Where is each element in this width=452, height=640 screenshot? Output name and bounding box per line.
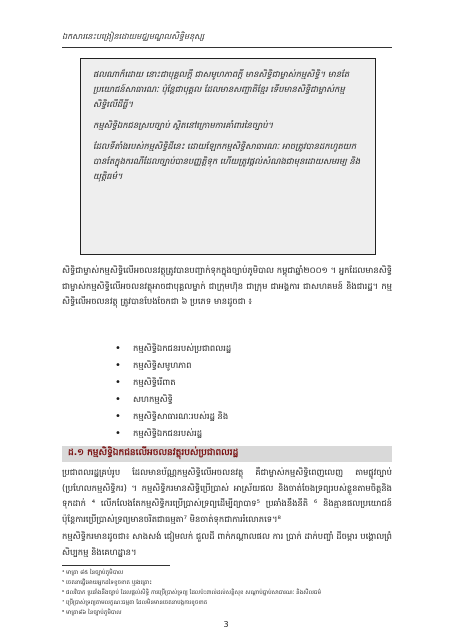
footnote: ⁷ ប្រើប្រាស់ទ្រព្យតាមលក្ខណៈធម្មតា ដែលមិនមានចេតនាបង្កការខូចខាត — [62, 600, 208, 606]
list-item: • កម្មសិទ្ធិរើពាត — [115, 374, 231, 391]
quote-line: កម្មសិទ្ធិឯកជនស្របច្បាប់ ស្ថិតនៅក្រោមការគាំពារនៃច្បាប់។ — [93, 120, 274, 130]
footnote: ⁶ ផលវិបាក ប្រឆាំងនឹងច្បាប់ ដែលផ្តល់សិទ្ធិ ការប្រើប្រាស់ទ្រព្យ ដែលប៉ះពាល់ដល់សន្តិសុខ សណ្តាប់ធ្នាប់សាធារណៈ និងសីលធម៌ — [62, 590, 322, 596]
footnotes — [62, 568, 402, 618]
quote-box — [80, 58, 376, 255]
section-heading-bar — [62, 446, 392, 462]
running-header: ឯកសារនេះបង្រៀនដោយមជ្ឈមណ្ឌលសិទ្ធិមនុស្ស — [62, 32, 205, 41]
footnote-rule — [62, 565, 170, 566]
list-item: • កម្មសិទ្ធិឯកជនរបស់រដ្ឋ — [115, 425, 231, 442]
list-item: • កម្មសិទ្ធិឯកជនរបស់ប្រជាពលរដ្ឋ — [115, 340, 231, 357]
list-item: • កម្មសិទ្ធិសមូហភាព — [115, 357, 231, 374]
footnote: ⁸ មាត្រា៨៦ នៃច្បាប់ភូមិបាល — [62, 610, 122, 616]
body-paragraph-1: សិទ្ធិជាម្ចាស់កម្មសិទ្ធិលើអចលនវត្ថុត្រូវបានបញ្ជាក់ទុកក្នុងច្បាប់ភូមិបាល កម្ពុជាឆ្នាំ២០០១ ។ អ្នកដែលមានសិទ្ធិជាម្ចាស់កម្មសិទ្ធិលើអចលនវត្ថុអាចជាបុគ្គលម្នាក់ ជាក្រុមហ៊ុន ជាក្រុម ជាអង្គការ ជាសហគមន៍ និងជារដ្ឋ។ កម្មសិទ្ធិលើអចលនវត្ថុ ត្រូវបានបែងចែកជា ៦ ប្រភេទ មានដូចជា ៖ — [62, 265, 392, 306]
footnote: ⁴ មាត្រា ៨៥ នៃច្បាប់ភូមិបាល — [62, 570, 124, 576]
list-item: • កម្មសិទ្ធិសាធារណៈរបស់រដ្ឋ និង — [115, 408, 231, 425]
section-heading: ដ.១ កម្មសិទ្ធិឯកជនលើអចលនវត្ថុរបស់ប្រជាពលរដ្ឋ — [68, 448, 239, 458]
property-types-list — [115, 340, 231, 442]
footnote: ⁵ ចេតនាធ្វើអោយអ្នកដទៃខូចខាត ឬរងគ្រោះ — [62, 580, 152, 586]
quote-line: ផលណាក៏ដោយ នោះជាបុគ្គលក្តី ជាសមូហភាពក្តី មានសិទ្ធិជាម្ចាស់កម្មសិទ្ធិ។ មានតែប្រយោជន៍សាធារណៈ ប៉ុន្តែជាបុគ្គល ដែលមានសញ្ជាតិខ្មែរ ទើបមានសិទ្ធិជាម្ចាស់កម្មសិទ្ធិលើដីធ្លី។ — [93, 69, 350, 109]
list-item: • សហកម្មសិទ្ធិ — [115, 391, 231, 408]
body-paragraph-2: ប្រជាពលរដ្ឋគ្រប់រូប ដែលមានប័ណ្ណកម្មសិទ្ធិលើអចលនវត្ថុ គឺជាម្ចាស់កម្មសិទ្ធិពេញលេញ តាមផ្លូវច្បាប់ (ប្រហែលកម្មសិទ្ធិករ) ។ កម្មសិទ្ធិករមានសិទ្ធិប្រើប្រាស់ អាស្រ័យផល និងចាត់ចែងទ្រព្យរបស់ខ្លួនតាមចិត្តនិងទុកដាក់ ⁴ លើកលែងតែកម្មសិទ្ធិករប្រើប្រាស់ទ្រព្យដើម្បីព្យាបាទ⁵ ប្រឆាំងនឹងនីតិ ⁶ និងគ្មានផលប្រយោជន៍ ប៉ុន្តែការប្រើប្រាស់ទ្រព្យមានចរិតជាធម្មតា⁷ មិនចាត់ទុកជាការរំលោភទេ។⁸ — [62, 467, 392, 524]
header-rule — [62, 47, 392, 48]
quote-line: ដែលទីតាំងរបស់កម្មសិទ្ធិដីនេះ ដោយឡែកកម្មសិទ្ធិសាធារណៈ អាចត្រូវបានដកហូតយកបានតែក្នុងករណីដែលច្បាប់បានបញ្ញត្តិទុក ហើយត្រូវផ្តល់សំណងជាមុនដោយសមរម្យ និងយុត្តិធម៌។ — [93, 141, 361, 181]
body-paragraph-3: កម្មសិទ្ធិករមានដូចជា៖ សាងសង់ ជៀមលក់ ជួលដី ពាក់កណ្តាលផល ការ ប្រាក់ ដាក់បញ្ចាំ ដីចម្ការ បង្គោលព្រំ សិប្បកម្ម និងគេហដ្ឋាន។ — [62, 531, 392, 557]
page-number: 3 — [223, 620, 229, 629]
